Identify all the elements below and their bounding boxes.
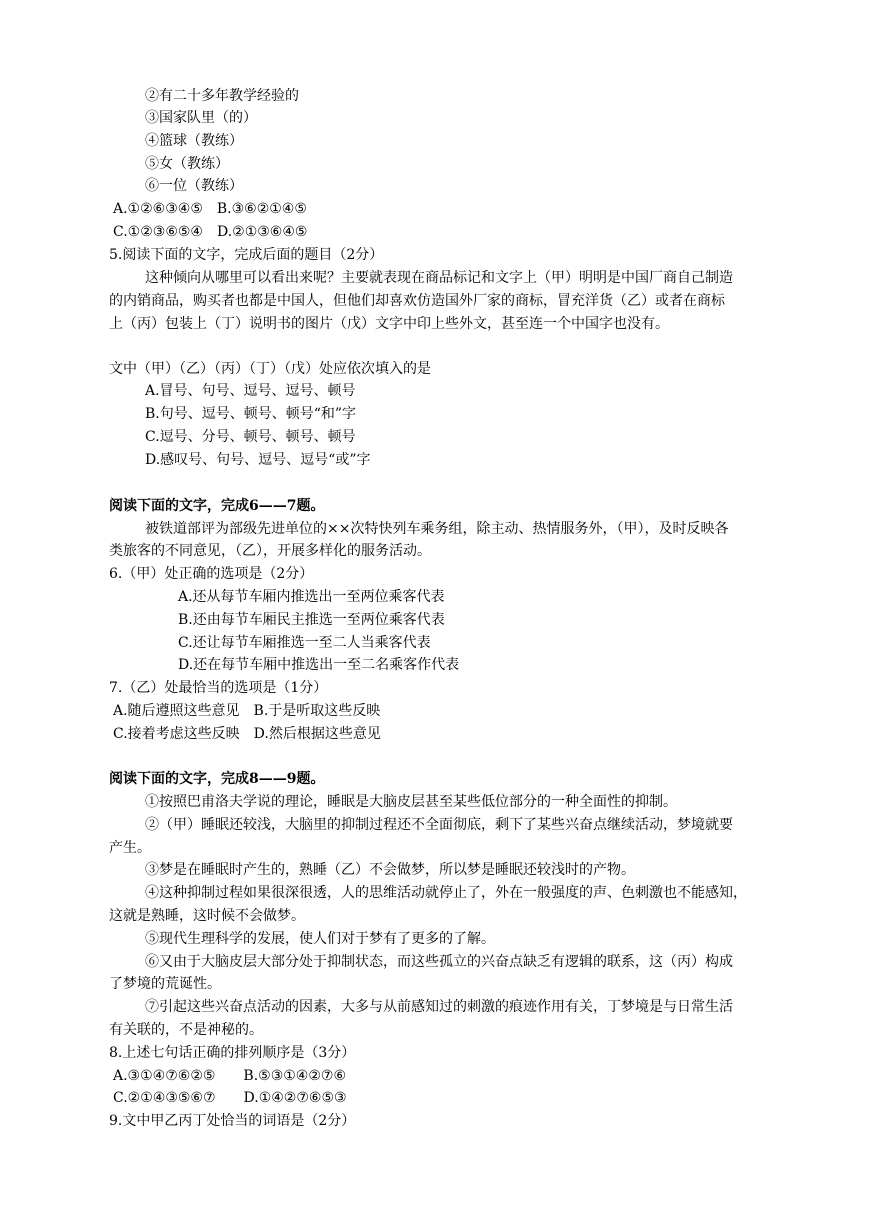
sec89-sentence-line: ①按照巴甫洛夫学说的理论，睡眠是大脑皮层甚至某些低位部分的一种全面性的抑制。: [145, 794, 677, 810]
q4-item: ⑤女（教练）: [145, 156, 229, 172]
sec89-sentence-line: 了梦境的荒诞性。: [109, 976, 221, 992]
q6-stem: 6.（甲）处正确的选项是（2分）: [109, 566, 314, 582]
q4-option: C.①②③⑥⑤④ D.②①③⑥④⑤: [113, 224, 308, 240]
q5-option: B.句号、逗号、顿号、顿号“和”字: [145, 406, 357, 422]
q6-option: D.还在每节车厢中推选出一至二名乘客作代表: [178, 657, 460, 673]
q7-option: C.接着考虑这些反映 D.然后根据这些意见: [113, 726, 381, 742]
q5-question: 文中（甲）（乙）（丙）（丁）（戊）处应依次填入的是: [109, 361, 431, 377]
q4-item: ④篮球（教练）: [145, 133, 243, 149]
q6-option: C.还让每节车厢推选一至二人当乘客代表: [178, 635, 431, 651]
sec67-passage-line: 被铁道部评为部级先进单位的××次特快列车乘务组，除主动、热情服务外，（甲），及时反映各: [145, 521, 729, 537]
q6-option: A.还从每节车厢内推选出一至两位乘客代表: [178, 589, 445, 605]
q5-passage-line: 的内销商品，购买者也都是中国人，但他们却喜欢仿造国外厂家的商标，冒充洋货（乙）或者在商标: [109, 293, 725, 309]
q4-option: A.①②⑥③④⑤ B.③⑥②①④⑤: [113, 201, 307, 217]
sec67-passage-line: 类旅客的不同意见，（乙），开展多样化的服务活动。: [109, 543, 431, 559]
q4-item: ②有二十多年教学经验的: [145, 88, 299, 104]
q5-option: D.感叹号、句号、逗号、逗号“或”字: [145, 452, 371, 468]
sec89-sentence-line: ②（甲）睡眠还较浅，大脑里的抑制过程还不全面彻底，剩下了某些兴奋点继续活动，梦境就要: [145, 817, 733, 833]
q6-option: B.还由每节车厢民主推选一至两位乘客代表: [178, 612, 445, 628]
section-heading-8-9: 阅读下面的文字，完成8——9题。: [109, 771, 325, 787]
sec89-sentence-line: 产生。: [109, 840, 151, 856]
q4-item: ③国家队里（的）: [145, 110, 257, 126]
q8-option: A.③①④⑦⑥②⑤ B.⑤③①④②⑦⑥: [113, 1068, 347, 1084]
sec89-sentence-line: 有关联的，不是神秘的。: [109, 1022, 263, 1038]
q4-item: ⑥一位（教练）: [145, 178, 243, 194]
q8-stem: 8.上述七句话正确的排列顺序是（3分）: [109, 1045, 356, 1061]
sec89-sentence-line: ⑤现代生理科学的发展，使人们对于梦有了更多的了解。: [145, 931, 495, 947]
q7-option: A.随后遵照这些意见 B.于是听取这些反映: [113, 703, 381, 719]
sec89-sentence-line: ③梦是在睡眠时产生的，熟睡（乙）不会做梦，所以梦是睡眠还较浅时的产物。: [145, 862, 635, 878]
sec89-sentence-line: ⑥又由于大脑皮层大部分处于抑制状态，而这些孤立的兴奋点缺乏有逻辑的联系，这（丙）构成: [145, 954, 733, 970]
sec89-sentence-line: ④这种抑制过程如果很深很透，人的思维活动就停止了，外在一般强度的声、色刺激也不能感知，: [145, 885, 747, 901]
q7-stem: 7.（乙）处最恰当的选项是（1分）: [109, 680, 328, 696]
sec89-sentence-line: 这就是熟睡，这时候不会做梦。: [109, 908, 305, 924]
q8-option: C.②①④③⑤⑥⑦ D.①④②⑦⑥⑤③: [113, 1090, 347, 1106]
q5-option: C.逗号、分号、顿号、顿号、顿号: [145, 429, 356, 445]
q9-stem: 9.文中甲乙丙丁处恰当的词语是（2分）: [109, 1113, 356, 1129]
q5-stem: 5.阅读下面的文字，完成后面的题目（2分）: [109, 247, 384, 263]
sec89-sentence-line: ⑦引起这些兴奋点活动的因素，大多与从前感知过的刺激的痕迹作用有关，丁梦境是与日常生活: [145, 999, 733, 1015]
q5-option: A.冒号、句号、逗号、逗号、顿号: [145, 383, 356, 399]
q5-passage-line: 上（丙）包装上（丁）说明书的图片（戊）文字中印上些外文，甚至连一个中国字也没有。: [109, 316, 669, 332]
q5-passage-line: 这种倾向从哪里可以看出来呢？主要就表现在商品标记和文字上（甲）明明是中国厂商自己制造: [145, 270, 733, 286]
section-heading-6-7: 阅读下面的文字，完成6——7题。: [109, 498, 325, 514]
